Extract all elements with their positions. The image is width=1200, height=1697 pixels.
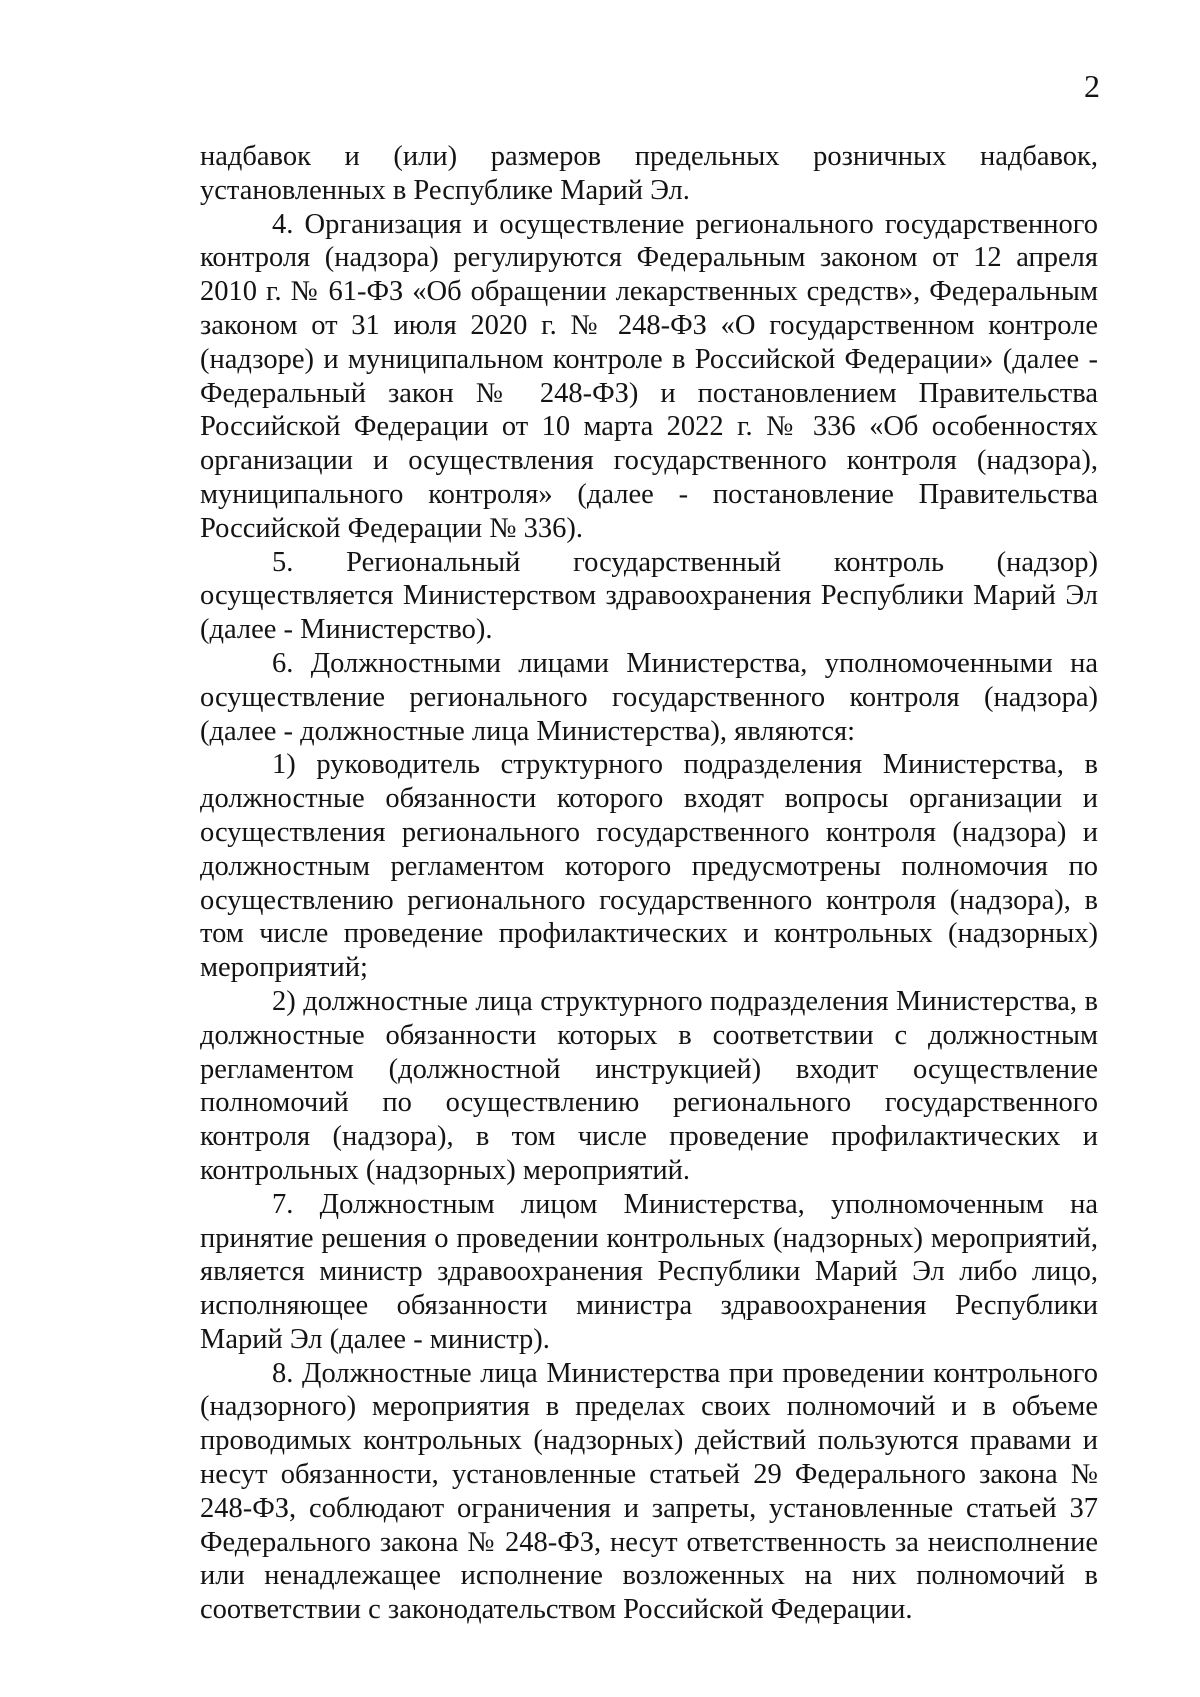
document-body (200, 140, 1098, 1627)
paragraph-item-6-1: 1) руководитель структурного подразделения Министерства, в должностные обязанности которого входят вопросы организации и осуществления регионального государственного контроля (надзора) и должностным регламентом которого предусмотрены полномочия по осуществлению регионального государственного контроля (надзора), в том числе проведение профилактических и контрольных (надзорных) мероприятий; (200, 749, 1098, 984)
page-number: 2 (1084, 68, 1100, 104)
paragraph-item-6: 6. Должностными лицами Министерства, уполномоченными на осуществление регионального государственного контроля (надзора) (далее - должностные лица Министерства), являются: (200, 647, 1098, 747)
paragraph-item-4: 4. Организация и осуществление регионального государственного контроля (надзора) регулируются Федеральным законом от 12 апреля 2010 г. № 61-ФЗ «Об обращении лекарственных средств», Федеральным законом от 31 июля 2020 г. № 248-ФЗ «О государственном контроле (надзоре) и муниципальном контроле в Российской Федерации» (далее - Федеральный закон № 248-ФЗ) и постановлением Правительства Российской Федерации от 10 марта 2022 г. № 336 «Об особенностях организации и осуществления государственного контроля (надзора), муниципального контроля» (далее - постановление Правительства Российской Федерации № 336). (200, 208, 1098, 544)
paragraph-item-6-2: 2) должностные лица структурного подразделения Министерства, в должностные обязанности которых в соответствии с должностным регламентом (должностной инструкцией) входит осуществление полномочий по осуществлению регионального государственного контроля (надзора), в том числе проведение профилактических и контрольных (надзорных) мероприятий. (200, 985, 1098, 1186)
paragraph-item-8: 8. Должностные лица Министерства при проведении контрольного (надзорного) мероприятия в пределах своих полномочий и в объеме проводимых контрольных (надзорных) действий пользуются правами и несут обязанности, установленные статьей 29 Федерального закона № 248-ФЗ, соблюдают ограничения и запреты, установленные статьей 37 Федерального закона № 248-ФЗ, несут ответственность за неисполнение или ненадлежащее исполнение возложенных на них полномочий в соответствии с законодательством Российской Федерации. (200, 1357, 1098, 1626)
paragraph-item-5: 5. Региональный государственный контроль (надзор) осуществляется Министерством здравоохранения Республики Марий Эл (далее - Министерство). (200, 546, 1098, 646)
paragraph-item-7: 7. Должностным лицом Министерства, уполномоченным на принятие решения о проведении контрольных (надзорных) мероприятий, является министр здравоохранения Республики Марий Эл либо лицо, исполняющее обязанности министра здравоохранения Республики Марий Эл (далее - министр). (200, 1188, 1098, 1355)
paragraph-continuation: надбавок и (или) размеров предельных розничных надбавок, установленных в Республике Марий Эл. (200, 141, 1098, 206)
